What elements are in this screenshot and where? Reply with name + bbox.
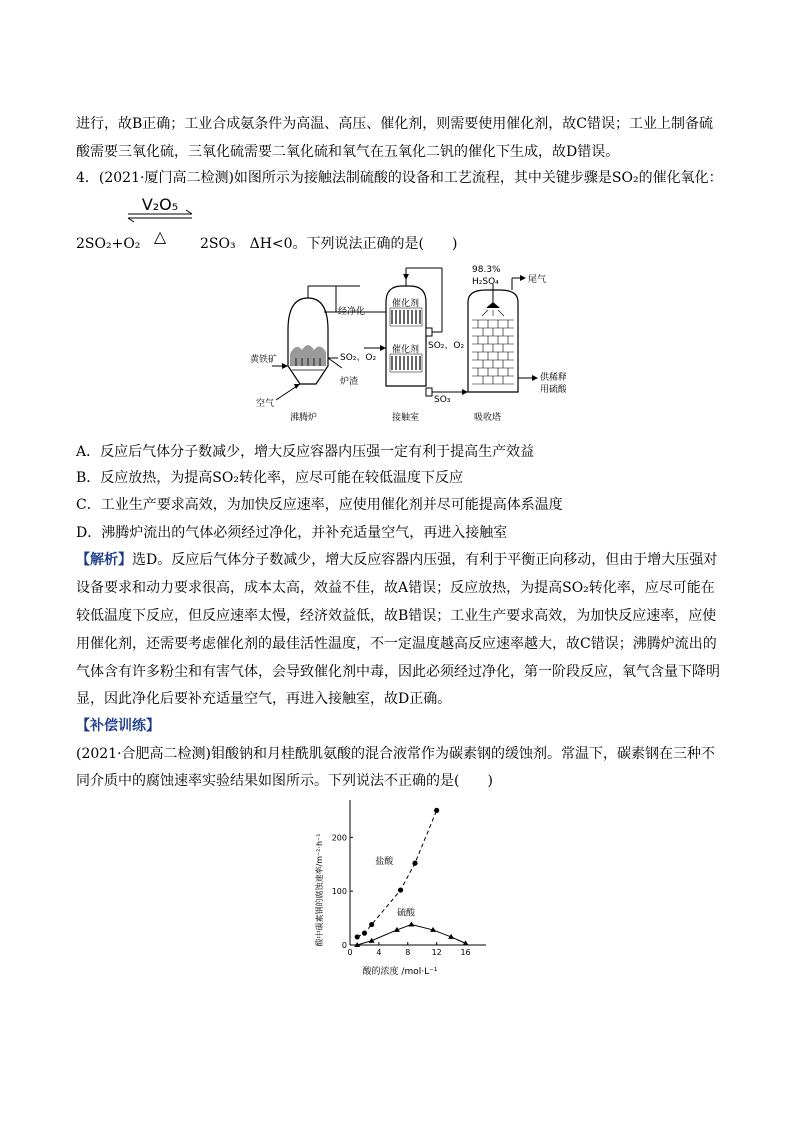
x-tick-label: 4 [376,948,382,957]
data-point [369,922,374,927]
option-b: B．反应放热，为提高SO₂转化率，应尽可能在较低温度下反应 [76,470,463,486]
label-air: 空气 [256,399,275,409]
x-tick-label: 8 [405,948,411,957]
text-line: 进行，故B正确；工业合成氨条件为高温、高压、催化剂，则需要使用催化剂，故C错误；工业上制备硫 [76,116,713,132]
option-a: A．反应后气体分子数减少，增大反应容器内压强一定有利于提高生产效益 [76,444,535,460]
chart-xlabel: 酸的浓度 /mol·L⁻¹ [362,967,438,977]
data-point [362,931,367,936]
label-supply-2: 用硫酸 [540,385,566,395]
option-d: D．沸腾炉流出的气体必须经过净化，并补充适量空气，再进入接触室 [76,525,508,541]
catalyst-label: V₂O₅ [141,195,179,214]
label-so3: SO₃ [434,395,451,405]
label-so2-o2-right: SO₂、O₂ [428,341,465,351]
analysis-tag: 【解析】 [76,552,132,568]
data-point [355,934,360,939]
corrosion-rate-chart [300,800,500,980]
x-tick-label: 16 [460,948,471,957]
data-point [398,887,403,892]
supplement-line: (2021·合肥高二检测)钼酸钠和月桂酰肌氨酸的混合液常作为碳素钢的缓蚀剂。常温下，碳素钢在三种不 [76,746,716,762]
question-4: 4．(2021·厦门高二检测)如图所示为接触法制硫酸的设备和工艺流程，其中关键步骤是SO₂的催化氧化： [76,170,723,186]
label-catalyst-bottom: 催化剂 [392,345,420,355]
label-acid-formula: H₂SO₄ [472,277,499,287]
boiling-furnace [272,286,342,400]
label-catalyst-top: 催化剂 [392,299,420,309]
y-tick-label: 100 [331,887,347,897]
label-contact-chamber: 接触室 [392,413,420,423]
label-supply-1: 供稀释 [540,373,566,383]
analysis-line: 气体含有许多粉尘和有害气体，会导致催化剂中毒，因此必须经过净化，第一阶段反应，氧气含量下降明 [76,664,720,680]
equation-left: 2SO₂+O₂ [76,236,141,252]
heat-symbol: △ [153,227,167,246]
label-slag: 炉渣 [340,377,359,387]
data-point [408,922,414,927]
label-absorption-tower: 吸收塔 [474,413,502,423]
x-tick-label: 12 [431,948,442,957]
absorption-tower [468,275,538,392]
series-label-hcl: 盐酸 [375,857,394,868]
analysis-line-1: 【解析】选D。反应后气体分子数减少，增大反应容器内压强，有利于平衡正向移动，但由于增大压强对 [76,552,718,568]
supplement-line: 同介质中的腐蚀速率实验结果如图所示。下列说法不正确的是( ) [76,773,493,789]
data-point [434,808,439,813]
label-pyrite: 黄铁矿 [250,355,278,365]
text-line: 酸需要三氧化硫，三氧化硫需要二氧化硫和氧气在五氧化二钒的催化下生成，故D错误。 [76,144,620,160]
option-c: C．工业生产要求高效，为加快反应速率，应使用催化剂并尽可能提高体系温度 [76,497,563,513]
data-point [412,861,417,866]
analysis-line: 设备要求和动力要求很高，成本太高，效益不佳，故A错误；反应放热，为提高SO₂转化率，应尽可能在 [76,580,715,596]
supplement-tag: 【补偿训练】 [76,718,160,734]
series-label-h2so4: 硫酸 [396,908,415,919]
analysis-line: 较低温度下反应，但反应速率太慢，经济效益低，故B错误；工业生产要求高效，为加快反应速率，应使 [76,608,717,624]
y-tick-label: 0 [341,941,347,950]
x-tick-label: 0 [347,948,353,957]
analysis-line: 显，因此净化后要补充适量空气，再进入接触室，故D正确。 [76,691,452,707]
label-acid-conc: 98.3% [472,265,501,275]
label-furnace: 沸腾炉 [290,413,318,423]
sulfuric-acid-process-diagram [236,262,566,428]
label-purify: 经净化 [338,307,366,317]
equation-right: 2SO₃ ΔH<0。下列说法正确的是( ) [200,236,458,252]
chart-ylabel: 酸中碳素钢的腐蚀速率/m⁻²·h⁻¹ [315,833,324,947]
label-tail-gas: 尾气 [528,275,547,285]
label-so2-o2-left: SO₂、O₂ [340,353,377,363]
analysis-line: 用催化剂，还需要考虑催化剂的最佳活性温度，不一定温度越高反应速率越大，故C错误；沸腾炉流出的 [76,636,717,652]
y-tick-label: 200 [331,833,347,843]
